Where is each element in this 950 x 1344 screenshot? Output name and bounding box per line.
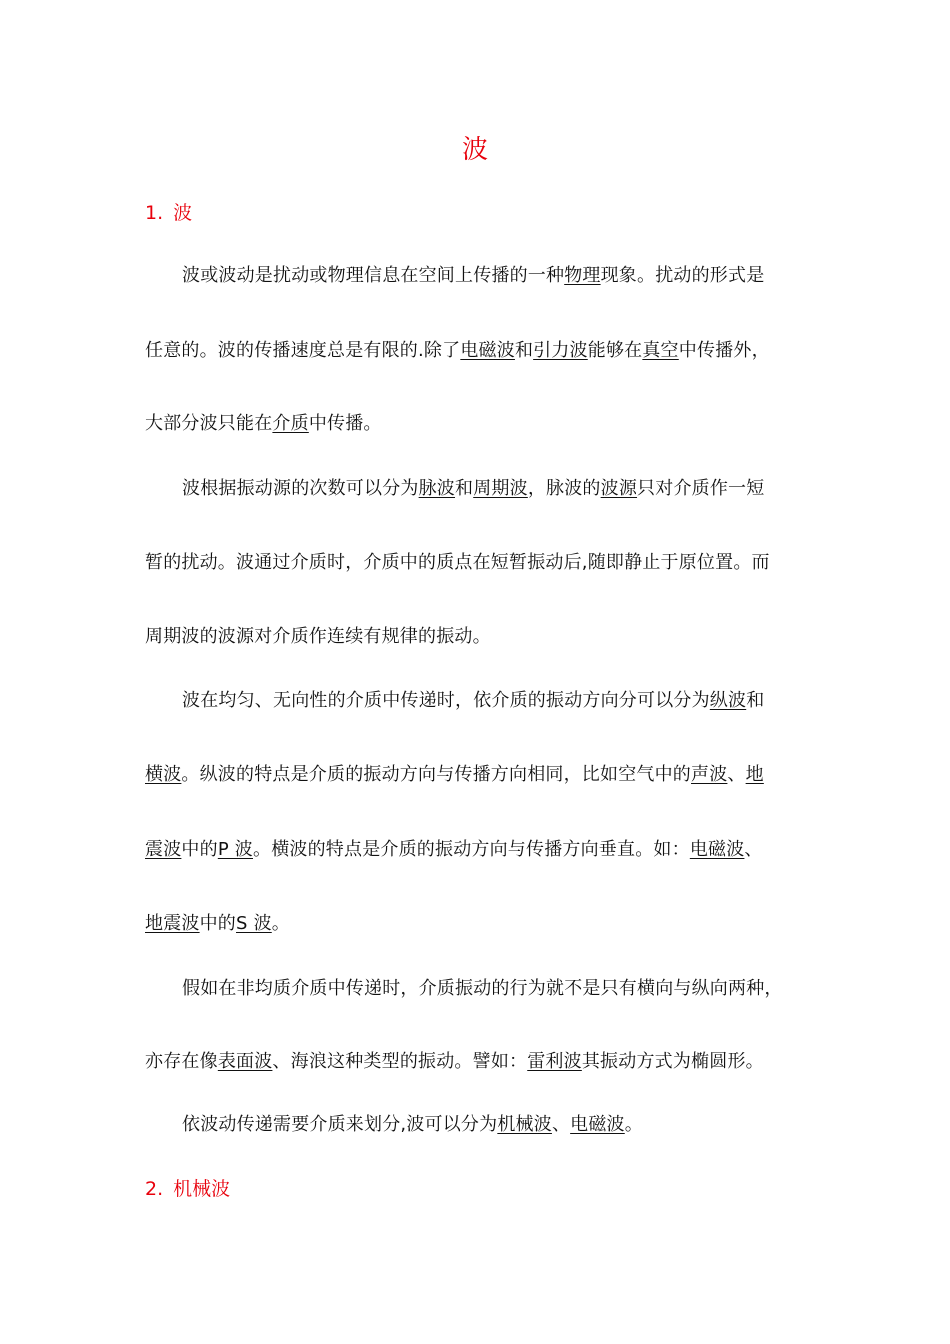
text-run: 只对介质作一短	[637, 478, 765, 499]
paragraph-1-line-3	[145, 410, 810, 438]
text-run: 其振动方式为椭圆形。	[581, 1051, 764, 1072]
text-run: 周期波的波源对介质作连续有规律的振动。	[145, 626, 491, 647]
link-seismic-wave-3[interactable]: 地震波	[145, 913, 200, 934]
section-2-heading	[145, 1175, 230, 1203]
text-run: 中的	[199, 913, 237, 934]
document-title: 波	[461, 135, 488, 165]
text-run: 和	[455, 478, 474, 499]
text-run: 和	[746, 690, 765, 711]
link-electromagnetic-wave-2[interactable]: 电磁波	[689, 839, 745, 860]
link-s-wave[interactable]: S 波	[236, 913, 272, 934]
text-run: 中传播外，	[678, 340, 770, 361]
text-run: 中传播。	[308, 413, 382, 434]
text-run: 波或波动是扰动或物理信息在空间上传播的一种	[182, 265, 565, 286]
link-mechanical-wave[interactable]: 机械波	[497, 1114, 552, 1135]
paragraph-4-line-1	[182, 975, 810, 1003]
paragraph-2-line-2	[145, 549, 810, 577]
link-p-wave[interactable]: P 波	[217, 839, 253, 860]
paragraph-3-line-1	[182, 687, 810, 715]
paragraph-4-line-2	[145, 1048, 810, 1076]
text-run: 。	[271, 913, 290, 934]
link-periodic-wave[interactable]: 周期波	[473, 478, 528, 499]
text-run: 。纵波的特点是介质的振动方向与传播方向相同，比如空气中的	[181, 764, 692, 785]
paragraph-3-line-3	[145, 836, 810, 864]
text-run: 波在均匀、无向性的介质中传递时，依介质的振动方向分可以分为	[182, 690, 710, 711]
section-2-title: 机械波	[173, 1178, 231, 1200]
text-run: 任意的。波的传播速度总是有限的.除了	[145, 340, 461, 361]
link-wave-source[interactable]: 波源	[600, 478, 638, 499]
link-longitudinal-wave[interactable]: 纵波	[709, 690, 747, 711]
section-1-number: 1.	[145, 202, 164, 224]
paragraph-3-line-4	[145, 910, 810, 938]
paragraph-1-line-2	[145, 337, 810, 365]
text-run: 依波动传递需要介质来划分,波可以分为	[182, 1114, 498, 1135]
paragraph-5-line-1	[182, 1111, 810, 1139]
link-seismic-wave-part1[interactable]: 地	[745, 764, 764, 785]
text-run: 亦存在像	[145, 1051, 218, 1072]
paragraph-1-line-1	[182, 262, 810, 290]
link-medium[interactable]: 介质	[272, 413, 309, 434]
paragraph-2-line-1	[182, 475, 810, 503]
text-run: 暂的扰动。波通过介质时，介质中的质点在短暂振动后,随即静止于原位置。而	[145, 552, 770, 573]
text-run: 中的	[181, 839, 218, 860]
link-vacuum[interactable]: 真空	[642, 340, 679, 361]
link-seismic-wave-part2[interactable]: 震波	[145, 839, 182, 860]
text-run: ，脉波的	[527, 478, 601, 499]
text-run: 、海浪这种类型的振动。譬如：	[272, 1051, 528, 1072]
paragraph-2-line-3	[145, 623, 810, 651]
section-1-title: 波	[173, 202, 193, 224]
paragraph-3-line-2	[145, 761, 810, 789]
text-run: 、	[727, 764, 746, 785]
link-transverse-wave[interactable]: 横波	[145, 764, 182, 785]
text-run: 、	[551, 1114, 571, 1135]
text-run: 。	[624, 1114, 643, 1135]
text-run: 波根据振动源的次数可以分为	[182, 478, 419, 499]
link-physics[interactable]: 物理	[564, 265, 601, 286]
section-2-number: 2.	[145, 1178, 164, 1200]
link-surface-wave[interactable]: 表面波	[217, 1051, 273, 1072]
section-1-heading	[145, 199, 192, 227]
text-run: 、	[744, 839, 763, 860]
text-run: 和	[514, 340, 534, 361]
link-rayleigh-wave[interactable]: 雷利波	[527, 1051, 582, 1072]
text-run: 大部分波只能在	[145, 413, 273, 434]
link-electromagnetic-wave-3[interactable]: 电磁波	[570, 1114, 625, 1135]
text-run: 。横波的特点是介质的振动方向与传播方向垂直。如：	[253, 839, 690, 860]
text-run: 能够在	[587, 340, 643, 361]
text-run: 假如在非均质介质中传递时，介质振动的行为就不是只有横向与纵向两种，	[182, 978, 783, 999]
link-pulse-wave[interactable]: 脉波	[418, 478, 456, 499]
text-run: 现象。扰动的形式是	[600, 265, 765, 286]
link-electromagnetic-wave[interactable]: 电磁波	[460, 340, 515, 361]
link-sound-wave[interactable]: 声波	[691, 764, 728, 785]
link-gravitational-wave[interactable]: 引力波	[533, 340, 588, 361]
